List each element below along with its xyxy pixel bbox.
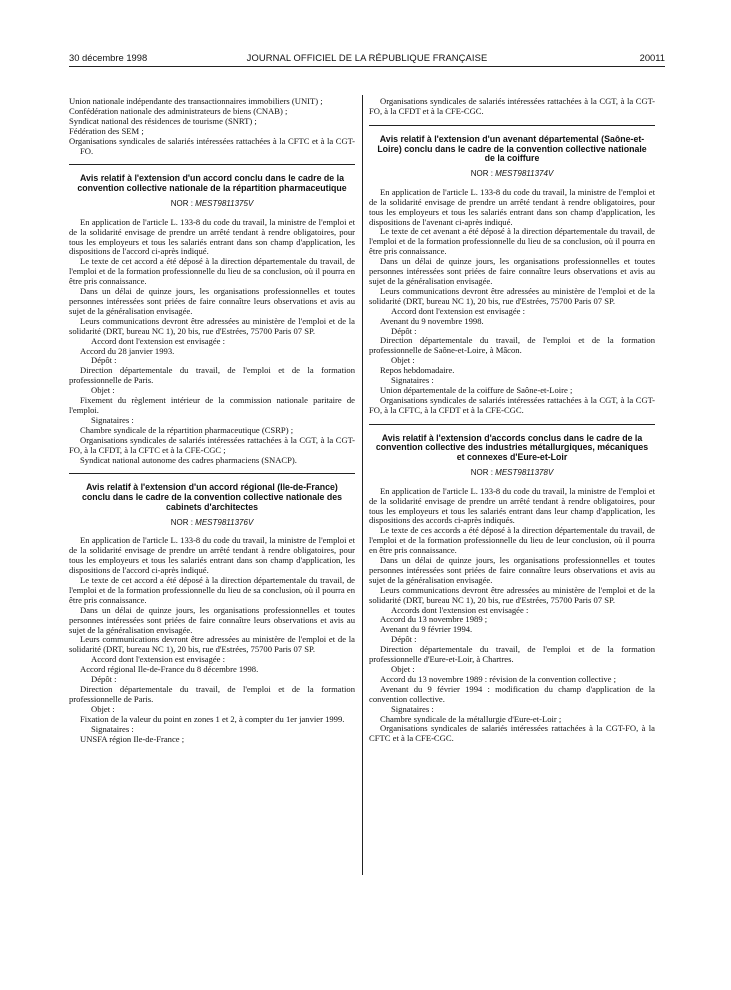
nor-code: MEST9811374V: [495, 168, 554, 178]
intro-item: Confédération nationale des administrateurs de biens (CNAB) ;: [69, 105, 288, 116]
nor-reference: [69, 518, 355, 528]
notice-metallurgy: [369, 434, 655, 745]
signatory: Organisations syndicales de salariés intéressées rattachées à la CGT-FO, à la CFTC et à la CFE-CGC.: [369, 723, 655, 744]
objet-value: Accord du 13 novembre 1989 : révision de la convention collective ;: [380, 673, 617, 684]
depot-label: Dépôt :: [91, 674, 117, 685]
intro-item: Union nationale indépendante des transactionnaires immobiliers (UNIT) ;: [69, 96, 323, 106]
paragraph: Leurs communications devront être adressées au ministère de l'emploi et de la solidarité (DRT, bureau NC 1), 20 bis, rue d'Estrées, 75700 Paris 07 SP.: [69, 634, 355, 655]
depot-value: Direction départementale du travail, de l'emploi et de la formation professionnelle de Paris.: [69, 684, 355, 704]
paragraph: Dans un délai de quinze jours, les organisations professionnelles et toutes personnes intéressées sont priées de faire connaître leurs observations et avis au sujet de la généralisation envisagée.: [369, 555, 655, 585]
objet-label: Objet :: [91, 703, 115, 714]
column-divider: [362, 95, 363, 875]
header-rule: [69, 66, 665, 67]
journal-title: JOURNAL OFFICIEL DE LA RÉPUBLIQUE FRANÇAISE: [246, 52, 488, 63]
depot-label: Dépôt :: [391, 325, 417, 336]
accord-value: Accord régional Ile-de-France du 8 décembre 1998.: [80, 664, 259, 675]
accord-label: Accord dont l'extension est envisagée :: [91, 335, 225, 346]
accord-label: Accords dont l'extension est envisagée :: [391, 604, 529, 615]
signatory: Chambre syndicale de la métallurgie d'Eure-et-Loir ;: [380, 713, 562, 724]
nor-code: MEST9811378V: [495, 467, 554, 477]
signataires-label: Signataires :: [391, 375, 434, 386]
objet-value: Fixement du règlement intérieur de la commission nationale paritaire de l'emploi.: [69, 395, 355, 415]
paragraph: Leurs communications devront être adressées au ministère de l'emploi et de la solidarité (DRT, bureau NC 1), 20 bis, rue d'Estrées, 75700 Paris 07 SP.: [69, 315, 355, 336]
objet-value: Avenant du 9 février 1994 : modification du champ d'application de la convention collective.: [369, 683, 655, 704]
depot-label: Dépôt :: [391, 634, 417, 645]
paragraph: Dans un délai de quinze jours, les organisations professionnelles et toutes personnes intéressées sont priées de faire connaître leurs observations et avis au sujet de la généralisation envisagée.: [369, 256, 655, 286]
paragraph: Le texte de cet accord a été déposé à la direction départementale du travail, de l'emploi et de la formation professionnelle du lieu de sa conclusion, où il pourra en être pris connaissance.: [69, 256, 355, 287]
depot-value: Direction départementale du travail, de l'emploi et de la formation professionnelle de Paris.: [69, 365, 355, 386]
depot-label: Dépôt :: [91, 355, 117, 366]
notice-architects: [69, 483, 355, 744]
intro-item: Organisations syndicales de salariés intéressées rattachées à la CGT, à la CGT-FO, à la CFDT et à la CFE-CGC.: [369, 96, 655, 116]
nor-label: NOR :: [170, 517, 193, 527]
nor-label: NOR :: [470, 467, 493, 477]
signataires-label: Signataires :: [91, 723, 134, 734]
nor-code: MEST9811376V: [195, 517, 254, 527]
accord-label: Accord dont l'extension est envisagée :: [91, 654, 225, 665]
intro-item: Fédération des SEM ;: [69, 125, 144, 136]
objet-label: Objet :: [391, 355, 415, 366]
page-number: 20011: [639, 52, 665, 63]
paragraph: Leurs communications devront être adressées au ministère de l'emploi et de la solidarité (DRT, bureau NC 1), 20 bis, rue d'Estrées, 75700 Paris 07 SP.: [369, 584, 655, 605]
paragraph: En application de l'article L. 133-8 du code du travail, la ministre de l'emploi et de la solidarité envisage de prendre un arrêté tendant à rendre obligatoires, pour tous les employeurs et tous les salariés entrant dans son champ d'application, les dispositions de l'avenant ci-après indiqué.: [369, 186, 655, 227]
paragraph: Leurs communications devront être adressées au ministère de l'emploi et de la solidarité (DRT, bureau NC 1), 20 bis, rue d'Estrées, 75700 Paris 07 SP.: [369, 285, 655, 306]
accord-value: Avenant du 9 novembre 1998.: [380, 315, 484, 326]
paragraph: En application de l'article L. 133-8 du code du travail, la ministre de l'emploi et de la solidarité envisage de prendre un arrêté tendant à rendre obligatoires, pour tous les employeurs et tous les salariés entrant dans son champ d'application, les dispositions de l'accord ci-après indiqué.: [69, 216, 355, 257]
accord-value: Avenant du 9 février 1994.: [380, 624, 473, 635]
notice-hairdressing: [369, 135, 655, 416]
paragraph: Dans un délai de quinze jours, les organisations professionnelles et toutes personnes intéressées sont priées de faire connaître leurs observations et avis au sujet de la généralisation envisagée.: [69, 604, 355, 635]
right-column: [369, 97, 655, 744]
nor-reference: [369, 468, 655, 478]
nor-reference: [369, 169, 655, 179]
objet-value: Repos hebdomadaire.: [380, 365, 455, 376]
paragraph: Le texte de cet avenant a été déposé à la direction départementale du travail, de l'emploi et de la formation professionnelle du lieu de sa conclusion, où il pourra en être pris connaissance.: [369, 226, 655, 257]
notice-title: Avis relatif à l'extension d'accords conclus dans le cadre de la convention collective des industries métallurgiques, mécaniques et connexes d'Eure-et-Loir: [375, 432, 649, 463]
accord-value: Accord du 13 novembre 1989 ;: [380, 614, 488, 625]
signataires-label: Signataires :: [91, 414, 134, 425]
nor-label: NOR :: [470, 168, 493, 178]
section-divider: [369, 424, 655, 425]
signatory: Organisations syndicales de salariés intéressées rattachées à la CGT, à la CGT-FO, à la CFTC, à la CFDT et à la CFE-CGC.: [369, 394, 655, 415]
issue-date: 30 décembre 1998: [69, 52, 148, 63]
signatory: Syndicat national autonome des cadres pharmaciens (SNACP).: [80, 454, 297, 465]
paragraph: En application de l'article L. 133-8 du code du travail, la ministre de l'emploi et de la solidarité envisage de prendre un arrêté tendant à rendre obligatoires, pour tous les employeurs et tous les salariés entrant dans leur champ d'application, les dispositions des accords ci-après indiqués.: [369, 485, 655, 526]
page-header: [69, 50, 665, 66]
objet-value: Fixation de la valeur du point en zones 1 et 2, à compter du 1er janvier 1999.: [80, 713, 345, 724]
section-divider: [69, 164, 355, 165]
notice-title: Avis relatif à l'extension d'un avenant départemental (Saône-et-Loire) conclu dans le cadre de la convention collective nationale de la coiffure: [377, 133, 647, 164]
depot-value: Direction départementale du travail, de l'emploi et de la formation professionnelle d'Eure-et-Loir, à Chartres.: [369, 644, 655, 665]
signatory: UNSFA région Ile-de-France ;: [80, 733, 185, 744]
notice-title: Avis relatif à l'extension d'un accord conclu dans le cadre de la convention collective nationale de la répartition pharmaceutique: [77, 173, 347, 194]
objet-label: Objet :: [391, 664, 415, 674]
signataires-label: Signataires :: [391, 703, 434, 714]
nor-label: NOR :: [170, 198, 193, 208]
left-column: [69, 97, 355, 744]
accord-value: Accord du 28 janvier 1993.: [80, 345, 175, 356]
signatory: Union départementale de la coiffure de Saône-et-Loire ;: [380, 384, 573, 395]
notice-title: Avis relatif à l'extension d'un accord régional (Ile-de-France) conclu dans le cadre de la convention collective nationale des cabinets d'architectes: [81, 482, 343, 512]
paragraph: Dans un délai de quinze jours, les organisations professionnelles et toutes personnes intéressées sont priées de faire connaître leurs observations et avis au sujet de la généralisation envisagée.: [69, 286, 355, 316]
paragraph: En application de l'article L. 133-8 du code du travail, la ministre de l'emploi et de la solidarité envisage de prendre un arrêté tendant à rendre obligatoires, pour tous les employeurs et tous les salariés entrant dans son champ d'application, les dispositions de l'accord ci-après indiqué.: [69, 535, 355, 576]
section-divider: [369, 125, 655, 126]
depot-value: Direction départementale du travail, de l'emploi et de la formation professionnelle de Saône-et-Loire, à Mâcon.: [369, 335, 655, 356]
intro-item: Organisations syndicales de salariés intéressées rattachées à la CFTC et à la CGT-FO.: [69, 135, 355, 156]
section-divider: [69, 473, 355, 474]
paragraph: Le texte de cet accord a été déposé à la direction départementale du travail, de l'emploi et de la formation professionnelle du lieu de sa conclusion, où il pourra en être pris connaissance.: [69, 575, 355, 605]
objet-label: Objet :: [91, 385, 115, 396]
paragraph: Le texte de ces accords a été déposé à la direction départementale du travail, de l'emploi et de la formation professionnelle du lieu de leur conclusion, où il pourra en être pris connaissance.: [369, 525, 655, 556]
intro-item: Syndicat national des résidences de tourisme (SNRT) ;: [69, 115, 257, 126]
notice-pharmacy: [69, 174, 355, 465]
accord-label: Accord dont l'extension est envisagée :: [391, 305, 525, 316]
nor-code: MEST9811375V: [195, 198, 254, 208]
nor-reference: [69, 199, 355, 209]
signatory: Organisations syndicales de salariés intéressées rattachées à la CGT, à la CGT-FO, à la CFDT, à la CFTC et à la CFE-CGC ;: [69, 434, 355, 455]
signatory: Chambre syndicale de la répartition pharmaceutique (CSRP) ;: [80, 424, 294, 435]
